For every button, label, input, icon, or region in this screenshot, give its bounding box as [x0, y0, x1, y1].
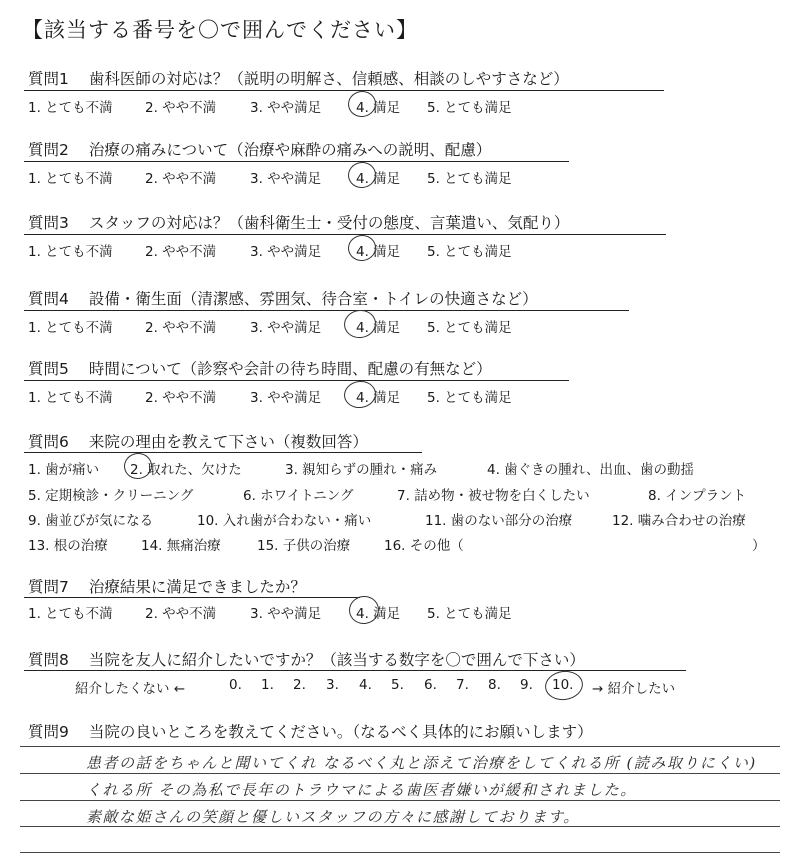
q7-option-5[interactable]: 5. とても満足: [427, 606, 512, 622]
question-4-underline: [24, 310, 629, 311]
q8-scale-left-label: 紹介したくない ←: [75, 681, 186, 697]
q6-option-13[interactable]: 13. 根の治療: [28, 538, 108, 554]
question-5-underline: [24, 380, 569, 381]
q5-option-3[interactable]: 3. やや満足: [250, 390, 322, 406]
answer-line-2: [20, 773, 780, 774]
q6-option-16[interactable]: 16. その他（: [384, 538, 464, 554]
q1-option-4[interactable]: 4. 満足: [356, 100, 401, 116]
question-3-number: 質問3: [28, 214, 69, 232]
q6-option-2[interactable]: 2. 取れた、欠けた: [130, 462, 242, 478]
question-2-number: 質問2: [28, 141, 69, 159]
q1-option-2[interactable]: 2. やや不満: [145, 100, 217, 116]
q8-scale-1[interactable]: 1.: [261, 677, 274, 693]
q2-option-1[interactable]: 1. とても不満: [28, 171, 113, 187]
question-3-text: スタッフの対応は？（歯科衛生士・受付の態度、言葉遣い、気配り）: [88, 214, 570, 232]
question-1-heading: [28, 67, 569, 89]
q8-scale-0[interactable]: 0.: [229, 677, 242, 693]
answer-line-5: [20, 852, 780, 853]
q6-option-4[interactable]: 4. 歯ぐきの腫れ、出血、歯の動揺: [487, 462, 694, 478]
question-9-text: 当院の良いところを教えてください。（なるべく具体的にお願いします）: [88, 723, 593, 741]
q7-option-3[interactable]: 3. やや満足: [250, 606, 322, 622]
handwriting-line-2: くれる所 その為私で長年のトラウマによる歯医者嫌いが緩和されました。: [86, 781, 637, 799]
handwriting-line-3: 素敵な姫さんの笑顔と優しいスタッフの方々に感謝しております。: [86, 808, 580, 826]
q6-option-9[interactable]: 9. 歯並びが気になる: [28, 513, 154, 529]
q7-option-4[interactable]: 4. 満足: [356, 606, 401, 622]
question-5-number: 質問5: [28, 360, 69, 378]
q6-option-6[interactable]: 6. ホワイトニング: [243, 488, 354, 504]
q8-scale-7[interactable]: 7.: [456, 677, 469, 693]
question-1-text: 歯科医師の対応は？（説明の明解さ、信頼感、相談のしやすさなど）: [88, 70, 569, 88]
question-6-heading: [28, 430, 368, 452]
q4-option-3[interactable]: 3. やや満足: [250, 320, 322, 336]
q4-option-2[interactable]: 2. やや不満: [145, 320, 217, 336]
question-2-underline: [24, 161, 569, 162]
q6-option-15[interactable]: 15. 子供の治療: [257, 538, 351, 554]
q8-scale-3[interactable]: 3.: [326, 677, 339, 693]
q3-option-2[interactable]: 2. やや不満: [145, 244, 217, 260]
question-6-underline: [24, 452, 422, 453]
q3-option-5[interactable]: 5. とても満足: [427, 244, 512, 260]
q6-option-1[interactable]: 1. 歯が痛い: [28, 462, 100, 478]
q3-option-3[interactable]: 3. やや満足: [250, 244, 322, 260]
q6-option-11[interactable]: 11. 歯のない部分の治療: [425, 513, 573, 529]
q5-option-2[interactable]: 2. やや不満: [145, 390, 217, 406]
q8-scale-5[interactable]: 5.: [391, 677, 404, 693]
q8-scale-2[interactable]: 2.: [293, 677, 306, 693]
q3-option-1[interactable]: 1. とても不満: [28, 244, 113, 260]
question-8-underline: [24, 670, 686, 671]
q8-selection-circle: [543, 668, 585, 702]
q4-option-4[interactable]: 4. 満足: [356, 320, 401, 336]
page-title: 【該当する番号を〇で囲んでください】: [22, 18, 418, 42]
question-3-heading: [28, 211, 569, 233]
question-7-underline: [24, 597, 360, 598]
q1-option-5[interactable]: 5. とても満足: [427, 100, 512, 116]
q6-option-3[interactable]: 3. 親知らずの腫れ・痛み: [285, 462, 438, 478]
q4-option-1[interactable]: 1. とても不満: [28, 320, 113, 336]
q6-other-close-paren: ）: [752, 538, 766, 554]
question-4-text: 設備・衛生面（清潔感、雰囲気、待合室・トイレの快適さなど）: [88, 290, 538, 308]
question-7-number: 質問7: [28, 578, 69, 596]
q7-option-1[interactable]: 1. とても不満: [28, 606, 113, 622]
question-3-underline: [24, 234, 666, 235]
handwriting-line-1: 患者の話をちゃんと聞いてくれ なるべく丸と添えて治療をしてくれる所 (読み取りにくい): [86, 754, 757, 772]
q2-option-2[interactable]: 2. やや不満: [145, 171, 217, 187]
q6-option-7[interactable]: 7. 詰め物・被せ物を白くしたい: [397, 488, 590, 504]
question-4-heading: [28, 287, 538, 309]
question-6-text: 来院の理由を教えて下さい（複数回答）: [88, 433, 368, 451]
question-7-heading: [28, 575, 306, 597]
question-7-text: 治療結果に満足できましたか？: [88, 578, 306, 596]
q1-option-3[interactable]: 3. やや満足: [250, 100, 322, 116]
answer-line-1: [20, 746, 780, 747]
q8-scale-6[interactable]: 6.: [424, 677, 437, 693]
question-1-underline: [24, 90, 664, 91]
question-1-number: 質問1: [28, 70, 69, 88]
question-6-number: 質問6: [28, 433, 69, 451]
q4-option-5[interactable]: 5. とても満足: [427, 320, 512, 336]
question-2-text: 治療の痛みについて（治療や麻酔の痛みへの説明、配慮）: [88, 141, 492, 159]
q5-option-5[interactable]: 5. とても満足: [427, 390, 512, 406]
q8-scale-4[interactable]: 4.: [359, 677, 372, 693]
q6-option-12[interactable]: 12. 噛み合わせの治療: [612, 513, 746, 529]
q8-scale-right-label: → 紹介したい: [592, 681, 676, 697]
q6-option-10[interactable]: 10. 入れ歯が合わない・痛い: [197, 513, 372, 529]
q6-option-8[interactable]: 8. インプラント: [648, 488, 747, 504]
q1-option-1[interactable]: 1. とても不満: [28, 100, 113, 116]
q7-option-2[interactable]: 2. やや不満: [145, 606, 217, 622]
q5-option-4[interactable]: 4. 満足: [356, 390, 401, 406]
q8-scale-8[interactable]: 8.: [488, 677, 501, 693]
q3-option-4[interactable]: 4. 満足: [356, 244, 401, 260]
question-8-number: 質問8: [28, 651, 69, 669]
question-8-text: 当院を友人に紹介したいですか？（該当する数字を〇で囲んで下さい）: [88, 651, 585, 669]
q8-scale-10[interactable]: 10.: [552, 677, 574, 693]
question-2-heading: [28, 138, 491, 160]
answer-line-3: [20, 800, 780, 801]
q2-option-3[interactable]: 3. やや満足: [250, 171, 322, 187]
q5-option-1[interactable]: 1. とても不満: [28, 390, 113, 406]
q2-option-5[interactable]: 5. とても満足: [427, 171, 512, 187]
question-4-number: 質問4: [28, 290, 69, 308]
q6-option-5[interactable]: 5. 定期検診・クリーニング: [28, 488, 194, 504]
q8-scale-9[interactable]: 9.: [520, 677, 533, 693]
q2-option-4[interactable]: 4. 満足: [356, 171, 401, 187]
question-5-text: 時間について（診察や会計の待ち時間、配慮の有無など）: [88, 360, 492, 378]
question-9-heading: [28, 720, 593, 742]
question-9-number: 質問9: [28, 723, 69, 741]
q6-option-14[interactable]: 14. 無痛治療: [141, 538, 221, 554]
question-8-heading: [28, 648, 585, 670]
question-5-heading: [28, 357, 492, 379]
